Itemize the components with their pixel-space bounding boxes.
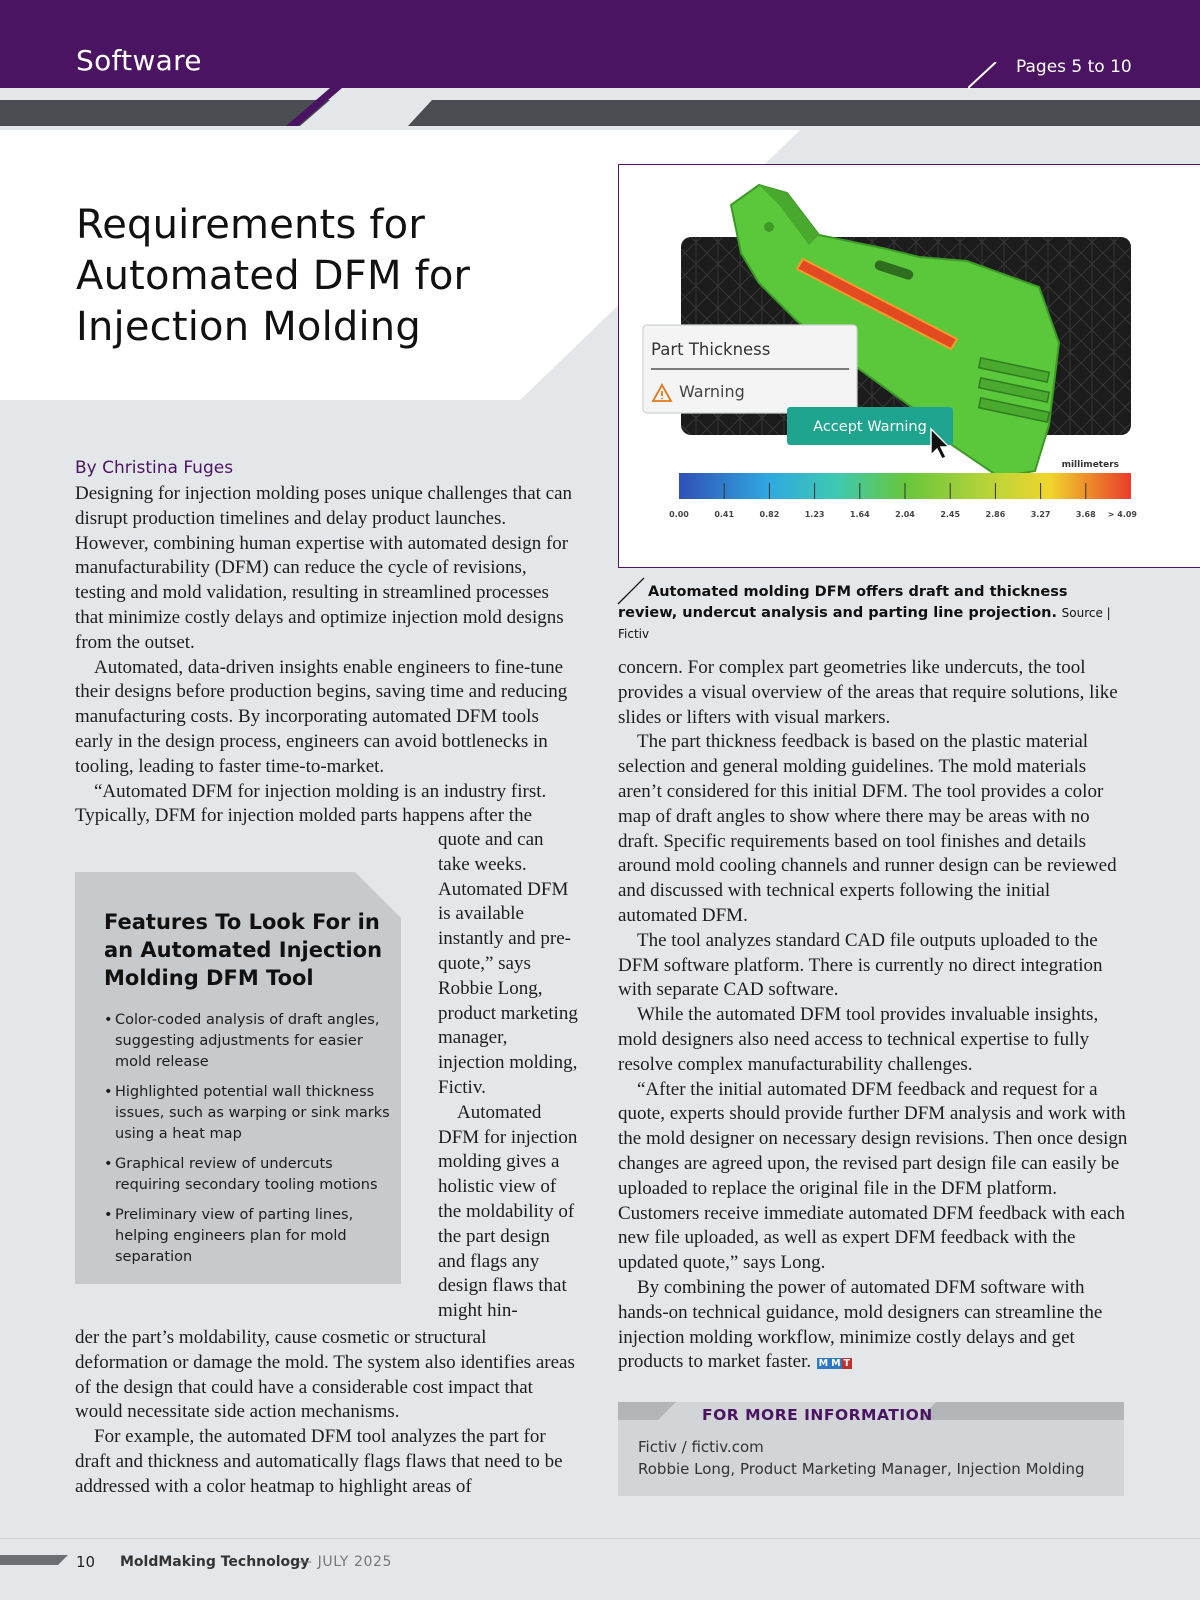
- scale-tick-label: 1.23: [804, 510, 825, 519]
- column-2: [618, 656, 1128, 1375]
- sidebar-list-item: • Highlighted potential wall thickness issues, such as warping or sink marks using a heat map: [104, 1082, 394, 1145]
- figure-caption: [618, 582, 1130, 645]
- scale-tick-label: 2.04: [895, 510, 915, 519]
- header-accent-bands: [0, 88, 1200, 128]
- end-mark-letter: M: [818, 1358, 829, 1370]
- scale-tick-label: 3.68: [1075, 510, 1096, 519]
- caption-text: Automated molding DFM offers draft and thickness review, undercut analysis and parting line projection.: [618, 584, 1068, 621]
- caption-source: Source | Fictiv: [618, 606, 1111, 641]
- column-1-top: [75, 482, 575, 829]
- paragraph: “After the initial automated DFM feedback and request for a quote, experts should provide further DFM analysis and work with the mold designer on necessary design revisions. Then once design changes are agreed upon, the revised part design file can easily be uploaded to replace the original file in the DFM platform. Customers receive immediate automated DFM feedback with each new file uploaded, as well as expert DFM feedback with the updated quote,” says Long.: [618, 1078, 1128, 1274]
- accept-warning-label: Accept Warning: [813, 419, 927, 435]
- paragraph: “Automated DFM for injection molding is an industry first. Typically, DFM for injection molded parts happens after the: [75, 780, 547, 827]
- footer-accent-band: [0, 1555, 70, 1565]
- scale-tick-label: 2.86: [985, 510, 1006, 519]
- panel-title: Part Thickness: [651, 340, 771, 359]
- dfm-thickness-figure: [619, 165, 1200, 568]
- publication-name: MoldMaking Technology: [120, 1554, 310, 1570]
- paragraph-text: By combining the power of automated DFM software with hands-on technical guidance, mold designers can streamline the injection molding workflow, minimize costly delays and get products to market faster.: [618, 1276, 1103, 1373]
- end-mark-letter: M: [831, 1358, 841, 1370]
- sidebar-list: [104, 1010, 394, 1277]
- scale-tick-label: > 4.09: [1107, 510, 1137, 519]
- scale-unit-label: millimeters: [1061, 460, 1119, 470]
- issue-date: — JULY 2025: [298, 1554, 392, 1570]
- more-info-heading: FOR MORE INFORMATION: [702, 1406, 933, 1424]
- byline: By Christina Fuges: [75, 458, 234, 478]
- end-mark-letter: T: [843, 1358, 851, 1370]
- paragraph: Automated DFM for injection molding gives a holistic view of the moldability of the part design and flags any design flaws that might hin-: [438, 1101, 578, 1322]
- paragraph: Designing for injection molding poses unique challenges that can disrupt production timelines and delay product launches. However, combining human expertise with automated design for manufacturability (DFM) can reduce the cycle of revisions, testing and mold validation, resulting in streamlined processes that minimize costly delays and optimize injection mold designs from the outset.: [75, 483, 573, 653]
- paragraph: For example, the automated DFM tool analyzes the part for draft and thickness and automatically flags flaws that need to be addressed with a color heatmap to highlight areas of: [75, 1426, 563, 1497]
- scale-tick-label: 1.64: [849, 510, 870, 519]
- more-info-company-link[interactable]: Fictiv / fictiv.com: [638, 1438, 764, 1456]
- figure-frame: [618, 164, 1200, 568]
- section-label: Software: [76, 44, 202, 77]
- footer-rule: [0, 1538, 1200, 1539]
- sidebar-title: Features To Look For in an Automated Injection Molding DFM Tool: [104, 910, 383, 990]
- column-1-bottom: [75, 1326, 575, 1500]
- paragraph: The part thickness feedback is based on the plastic material selection and general molding guidelines. The mold materials aren’t considered for this initial DFM. The tool provides a color map of draft angles to show where there may be areas with no draft. Specific requirements based on tool finishes and details around mold cooling channels and runner design can be reviewed and discussed with technical experts following the initial automated DFM.: [618, 731, 1117, 926]
- paragraph: While the automated DFM tool provides invaluable insights, mold designers also need access to technical expertise to fully resolve complex manufacturability challenges.: [618, 1004, 1099, 1075]
- scale-tick-label: 0.41: [714, 510, 735, 519]
- scale-tick-label: 2.45: [940, 510, 961, 519]
- paragraph: der the part’s moldability, cause cosmetic or structural deformation or damage the mold. The system also identifies areas of the design that could have a considerable cost impact that would necessitate side action mechanisms.: [75, 1327, 575, 1423]
- mmt-end-mark-icon: [817, 1358, 851, 1369]
- paragraph: concern. For complex part geometries like undercuts, the tool provides a visual overview of the areas that require solutions, like slides or lifters with visual markers.: [618, 657, 1118, 728]
- more-info-contact: Robbie Long, Product Marketing Manager, Injection Molding: [638, 1460, 1085, 1478]
- scale-tick-label: 3.27: [1030, 510, 1051, 519]
- paragraph: Automated, data-driven insights enable engineers to fine-tune their designs before production begins, saving time and reducing manufacturing costs. By incorporating automated DFM tools early in the design process, engineers can avoid bottlenecks in tooling, leading to faster time-to-market.: [75, 656, 568, 777]
- scale-tick-label: 0.00: [669, 510, 689, 519]
- paragraph: The tool analyzes standard CAD file outputs uploaded to the DFM software platform. There is currently no direct integration with separate CAD software.: [618, 929, 1103, 1001]
- paragraph: quote and can take weeks. Automated DFM is available instantly and pre-quote,” says Robbie Long, product marketing manager, injection molding, Fictiv.: [438, 829, 578, 1098]
- sidebar-list-item: • Preliminary view of parting lines, helping engineers plan for mold separation: [104, 1205, 394, 1268]
- article-title: Requirements for Automated DFM for Injection Molding: [76, 202, 471, 350]
- column-1-narrow: [438, 828, 578, 1324]
- sidebar-list-item: • Graphical review of undercuts requiring secondary tooling motions: [104, 1154, 394, 1196]
- warning-label: Warning: [679, 382, 745, 401]
- pages-range-label: Pages 5 to 10: [1016, 57, 1132, 77]
- page-number: 10: [76, 1553, 96, 1571]
- sidebar-list-item: • Color-coded analysis of draft angles, suggesting adjustments for easier mold release: [104, 1010, 394, 1073]
- header-slash-icon: [968, 62, 998, 90]
- scale-tick-label: 0.82: [759, 510, 780, 519]
- paragraph-final: [618, 1276, 1128, 1375]
